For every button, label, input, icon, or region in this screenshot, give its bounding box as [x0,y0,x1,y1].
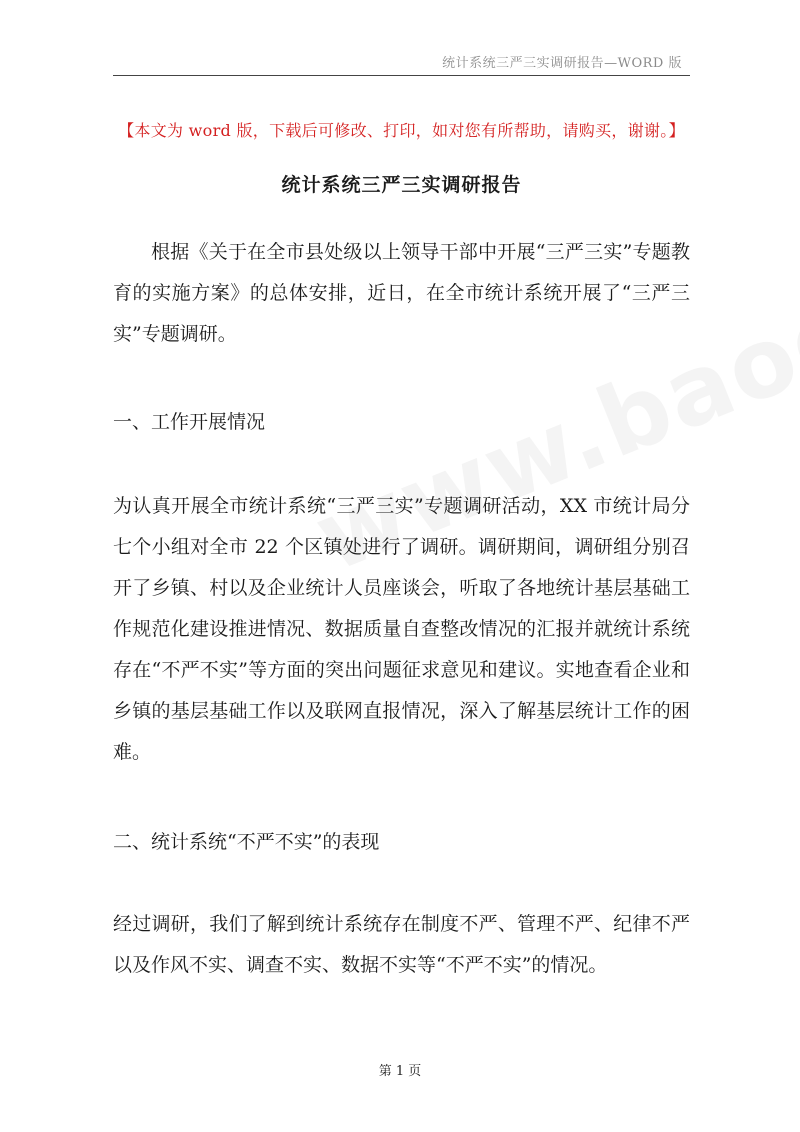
page-number: 第 1 页 [378,1064,422,1079]
download-notice: 【本文为 word 版，下载后可修改、打印，如对您有所帮助，请购买，谢谢。】 [118,121,685,140]
document-title: 统计系统三严三实调研报告 [281,174,522,196]
running-header: 统计系统三严三实调研报告—WORD 版 [442,56,682,71]
section-1-paragraph: 为认真开展全市统计系统“三严三实”专题调研活动，XX 市统计局分七个小组对全市 22 个区镇处进行了调研。调研期间，调研组分别召开了乡镇、村以及企业统计人员座谈会，听取了各地统计基层基础工作规范化建设推进情况、数据质量自查整改情况的汇报并就统计系统存在“不严不实”等方面的突出问题征求意见和建议。实地查看企业和乡镇的基层基础工作以及联网直报情况，深入了解基层统计工作的困难。 [113,495,690,763]
section-heading-1: 一、工作开展情况 [113,411,266,433]
header-divider [113,75,690,76]
section-2-paragraph: 经过调研，我们了解到统计系统存在制度不严、管理不严、纪律不严以及作风不实、调查不实、数据不实等“不严不实”的情况。 [113,913,690,976]
intro-paragraph: 根据《关于在全市县处级以上领导干部中开展“三严三实”专题教育的实施方案》的总体安排，近日，在全市统计系统开展了“三严三实”专题调研。 [113,241,690,345]
section-heading-2: 二、统计系统“不严不实”的表现 [113,831,380,853]
